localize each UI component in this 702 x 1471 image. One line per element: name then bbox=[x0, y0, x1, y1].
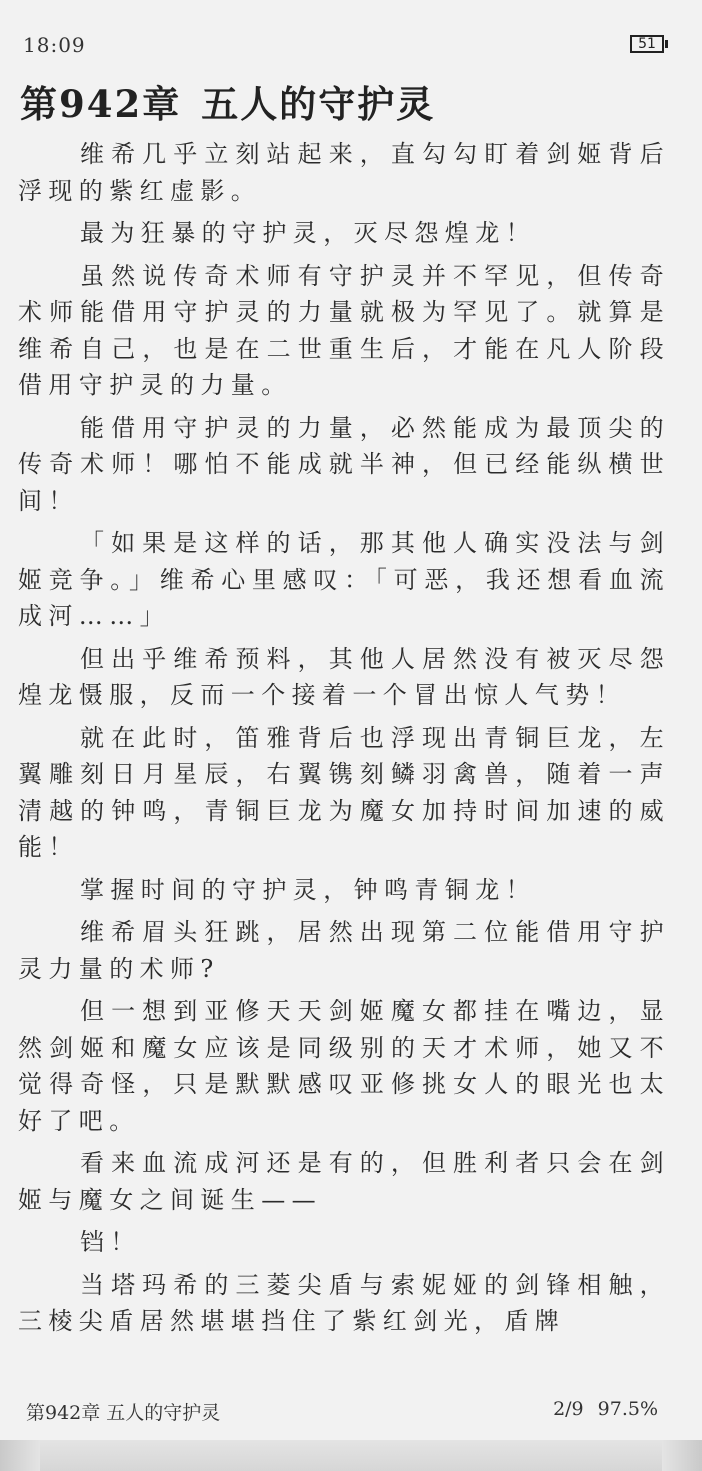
percent-indicator: 97.5% bbox=[597, 1398, 658, 1420]
paragraph: 但出乎维希预料，其他人居然没有被灭尽怨煌龙慑服，反而一个接着一个冒出惊人气势！ bbox=[18, 644, 670, 709]
paragraph: 当塔玛希的三菱尖盾与索妮娅的剑锋相触，三棱尖盾居然堪堪挡住了紫红剑光，盾牌 bbox=[18, 1270, 670, 1335]
nav-shade-right bbox=[662, 1440, 702, 1471]
battery-tip bbox=[665, 40, 668, 48]
page-indicator: 2/9 bbox=[553, 1398, 584, 1420]
chapter-number: 第942章 bbox=[20, 82, 182, 126]
paragraph: 最为狂暴的守护灵，灭尽怨煌龙！ bbox=[80, 219, 536, 247]
paragraph: 但一想到亚修天天剑姬魔女都挂在嘴边，显然剑姬和魔女应该是同级别的天才术师，她又不觉得奇怪，只是默默感叹亚修挑女人的眼光也太好了吧。 bbox=[18, 997, 670, 1135]
paragraph: 维希几乎立刻站起来，直勾勾盯着剑姬背后浮现的紫红虚影。 bbox=[18, 140, 670, 205]
navigation-bar[interactable] bbox=[0, 1440, 702, 1471]
reading-content[interactable] bbox=[18, 136, 670, 1376]
paragraph: 能借用守护灵的力量，必然能成为最顶尖的传奇术师！哪怕不能成就半神，但已经能纵横世间！ bbox=[18, 413, 670, 515]
nav-shade-left bbox=[0, 1440, 40, 1471]
clock: 18:09 bbox=[23, 33, 86, 57]
battery-level: 51 bbox=[638, 36, 656, 52]
paragraph: 维希眉头狂跳，居然出现第二位能借用守护灵力量的术师? bbox=[18, 918, 670, 983]
status-bar bbox=[0, 0, 702, 80]
paragraph: 看来血流成河还是有的，但胜利者只会在剑姬与魔女之间诞生—— bbox=[18, 1149, 670, 1214]
chapter-name: 五人的守护灵 bbox=[201, 82, 436, 126]
paragraph: 就在此时，笛雅背后也浮现出青铜巨龙，左翼雕刻日月星辰，右翼镌刻鳞羽禽兽，随着一声清越的钟鸣，青铜巨龙为魔女加持时间加速的威能！ bbox=[18, 723, 670, 861]
reading-progress bbox=[553, 1398, 658, 1420]
paragraph: 掌握时间的守护灵，钟鸣青铜龙！ bbox=[80, 875, 536, 904]
paragraph: 虽然说传奇术师有守护灵并不罕见，但传奇术师能借用守护灵的力量就极为罕见了。就算是维希自己，也是在二世重生后，才能在凡人阶段借用守护灵的力量。 bbox=[18, 261, 670, 399]
chapter-title bbox=[20, 74, 435, 128]
reader-footer bbox=[0, 1392, 702, 1432]
battery-icon bbox=[630, 35, 664, 53]
paragraph: 铛！ bbox=[80, 1228, 141, 1256]
footer-chapter-label: 第942章 五人的守护灵 bbox=[26, 1402, 221, 1424]
paragraph: 「如果是这样的话，那其他人确实没法与剑姬竞争。」维希心里感叹：「可恶，我还想看血流成河……」 bbox=[18, 529, 670, 630]
